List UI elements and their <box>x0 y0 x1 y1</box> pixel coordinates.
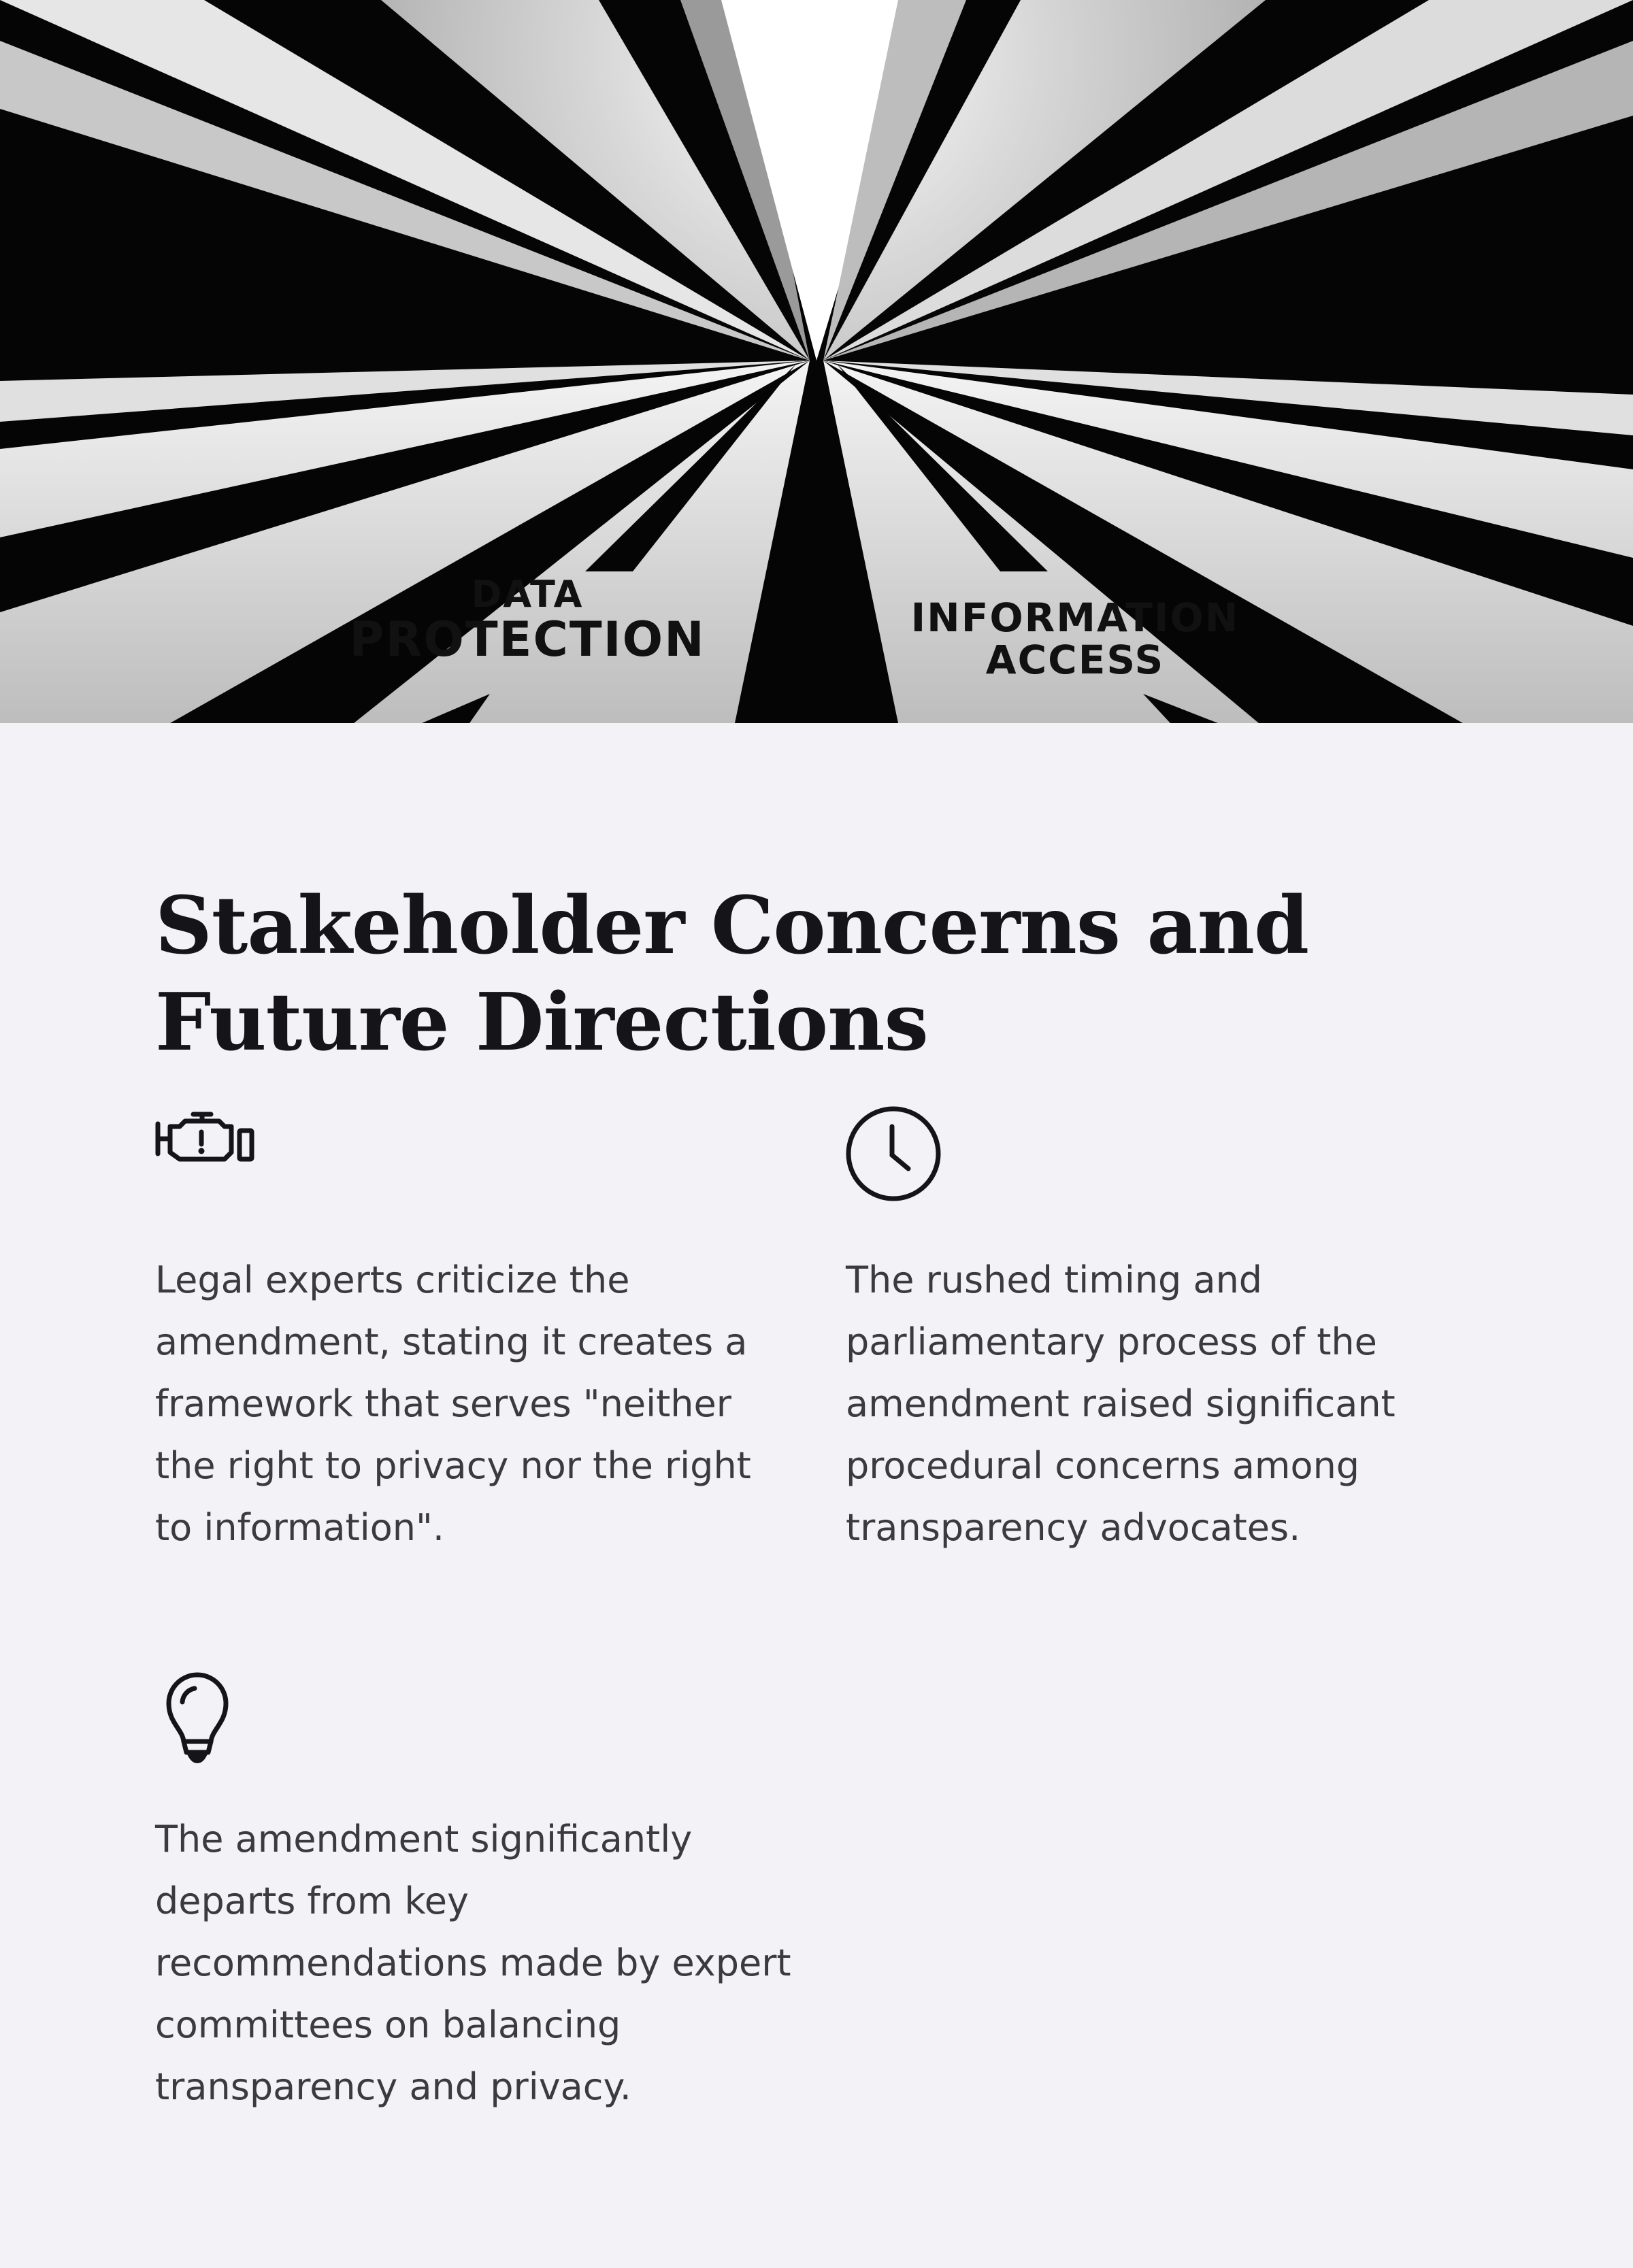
engine-warning-icon <box>155 1109 256 1180</box>
lightbulb-icon <box>155 1668 237 1771</box>
data-protection-label: DATA PROTECTION <box>349 573 706 667</box>
concern-text: The rushed timing and parliamentary process of the amendment raised significant procedural concerns among transparency advocates. <box>846 1258 1396 1549</box>
hero-image <box>0 0 1633 723</box>
concern-text: The amendment significantly departs from key recommendations made by expert committees on balancing transparency and privacy. <box>155 1818 791 2108</box>
clock-icon <box>846 1109 946 1207</box>
light-rays-graphic <box>0 0 1633 723</box>
concern-text: Legal experts criticize the amendment, stating it creates a framework that serves "neither the right to privacy nor the right to information". <box>155 1258 751 1549</box>
information-access-label: INFORMATION ACCESS <box>910 595 1240 683</box>
section-title: Stakeholder Concerns and Future Directions <box>155 880 1309 1069</box>
